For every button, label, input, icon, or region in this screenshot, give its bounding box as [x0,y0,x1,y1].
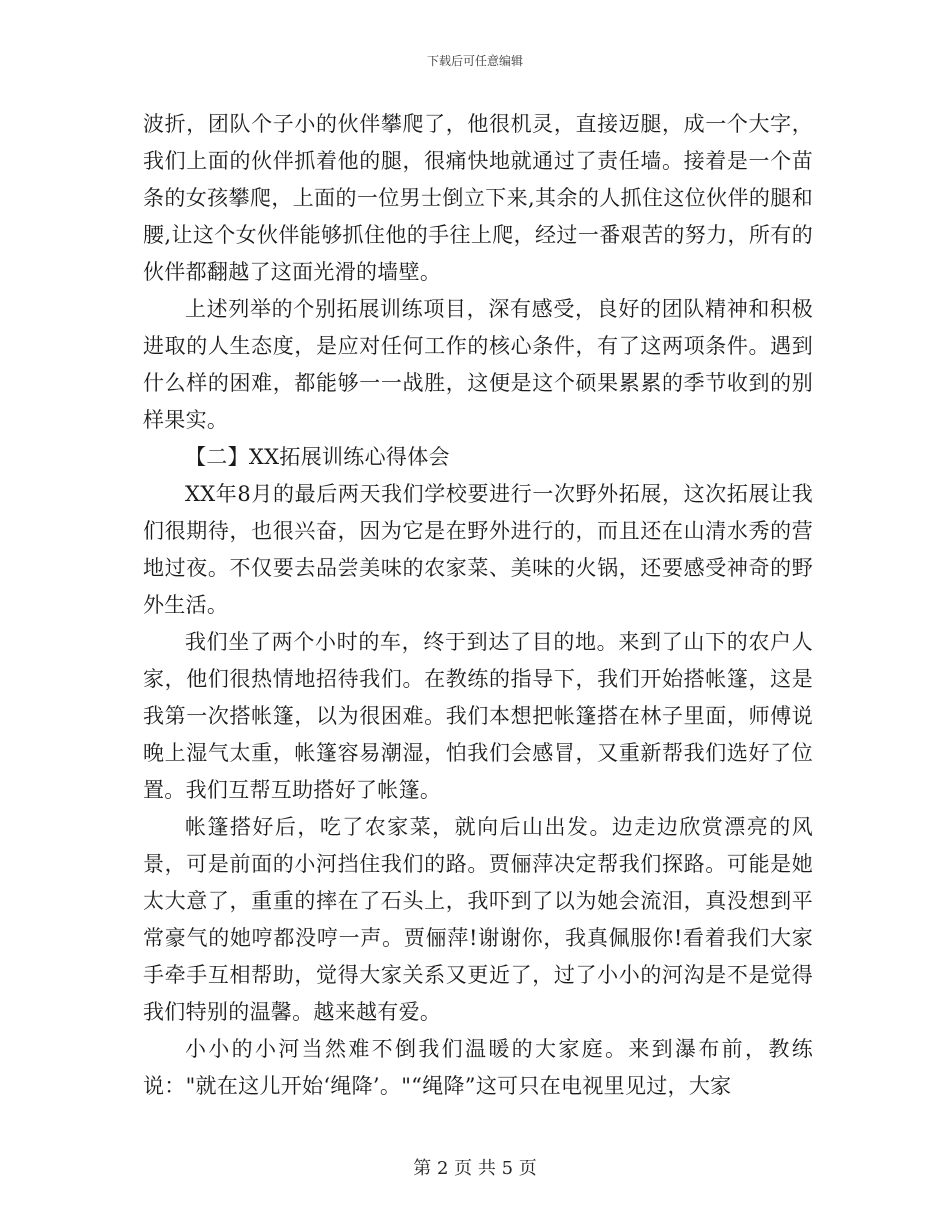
paragraph: 我们坐了两个小时的车，终于到达了目的地。来到了山下的农户人家，他们很热情地招待我们。在教练的指导下，我们开始搭帐篷，这是我第一次搭帐篷，以为很困难。我们本想把帐篷搭在林子里面，师傅说晚上湿气太重，帐篷容易潮湿，怕我们会感冒，又重新帮我们选好了位置。我们互帮互助搭好了帐篷。 [143,630,813,802]
paragraph: XX年8月的最后两天我们学校要进行一次野外拓展，这次拓展让我们很期待，也很兴奋，因为它是在野外进行的，而且还在山清水秀的营地过夜。不仅要去品尝美味的农家菜、美味的火锅，还要感受神奇的野外生活。 [143,482,813,617]
paragraph: 波折，团队个子小的伙伴攀爬了，他很机灵，直接迈腿，成一个大字，我们上面的伙伴抓着他的腿，很痛快地就通过了责任墙。接着是一个苗条的女孩攀爬，上面的一位男士倒立下来,其余的人抓住这位伙伴的腿和腰,让这个女伙伴能够抓住他的手往上爬，经过一番艰苦的努力，所有的伙伴都翻越了这面光滑的墙壁。 [143,112,813,284]
paragraph: 小小的小河当然难不倒我们温暖的大家庭。来到瀑布前，教练说："就在这儿开始‘绳降’。"“绳降”这可只在电视里见过，大家 [143,1037,813,1098]
page-number: 第 2 页 共 5 页 [413,1158,537,1179]
paragraph: 上述列举的个别拓展训练项目，深有感受，良好的团队精神和积极进取的人生态度，是应对任何工作的核心条件，有了这两项条件。遇到什么样的困难，都能够一一战胜，这便是这个硕果累累的季节收到的别样果实。 [143,297,813,432]
document-body [143,106,813,1105]
section-heading: 【二】XX拓展训练心得体会 [185,445,450,469]
page-header: 下载后可任意编辑 [426,54,523,68]
paragraph: 帐篷搭好后，吃了农家菜，就向后山出发。边走边欣赏漂亮的风景，可是前面的小河挡住我们的路。贾俪萍决定帮我们探路。可能是她太大意了，重重的摔在了石头上，我吓到了以为她会流泪，真没想到平常豪气的她哼都没哼一声。贾俪萍!谢谢你，我真佩服你!看着我们大家手牵手互相帮助，觉得大家关系又更近了，过了小小的河沟是不是觉得我们特别的温馨。越来越有爱。 [143,815,813,1024]
